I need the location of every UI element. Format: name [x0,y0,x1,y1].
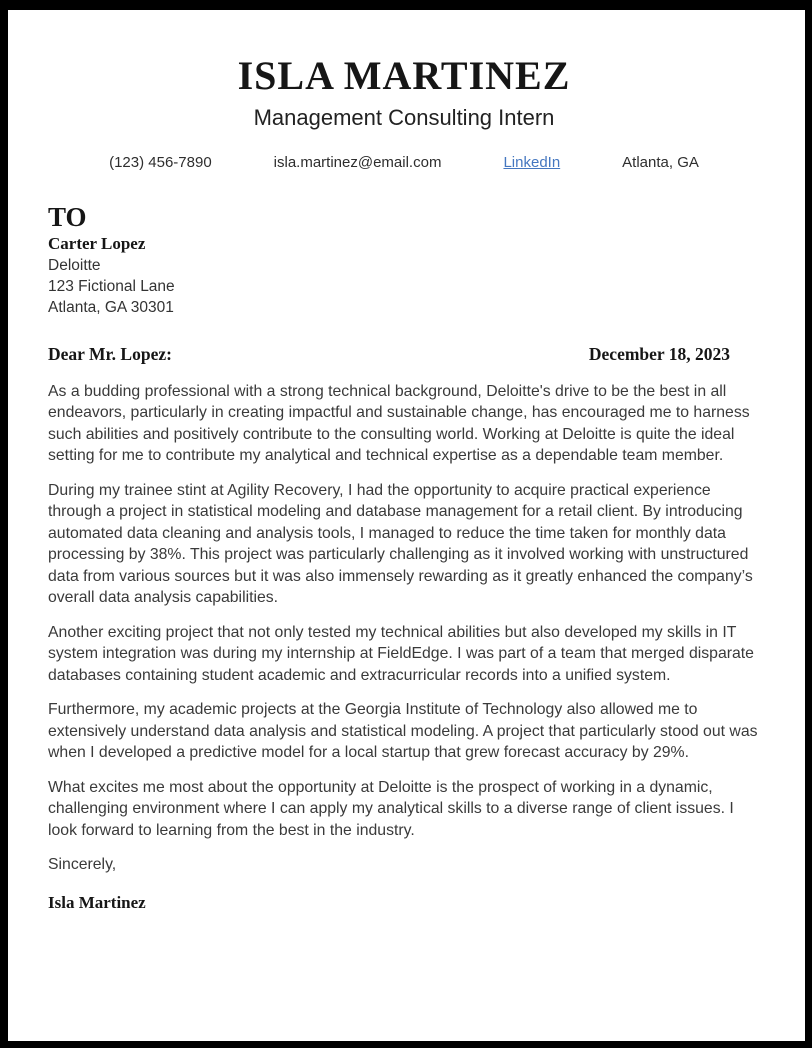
person-name: ISLA MARTINEZ [237,53,571,98]
linkedin-link[interactable]: LinkedIn [503,153,561,171]
recipient-label: TO [48,201,87,232]
recipient-company: Deloitte [48,256,101,274]
paragraph-intro: As a budding professional with a strong technical background, Deloitte's drive to be the best in all endeavors, particularly in creating impactful and sustainable change, has encouraged me to harness such abilities and positively contribute to the consulting world. Working at Deloitte is quite the ideal setting for me to contribute my analytical and technical expertise as a dependable team member. [48,382,750,465]
letter-date: December 18, 2023 [588,343,730,364]
recipient-address: 123 Fictional Lane [48,277,175,295]
recipient-block [48,201,760,318]
paragraph-motivation: What excites me most about the opportunity at Deloitte is the prospect of working in a dynamic, challenging environment where I can apply my analytical skills to a diverse range of client issues. I look forward to learning from the best in the industry. [48,778,734,839]
paragraph-agility-recovery: During my trainee stint at Agility Recovery, I had the opportunity to acquire practical experience through a project in statistical modeling and database management for a retail client. By introducing automated data cleaning and analysis tools, I managed to reduce the time taken for monthly data processing by 38%. This project was particularly challenging as it involved working with unstructured data from various sources but it was also immensely rewarding as it greatly enhanced the company’s overall data analysis capabilities. [48,481,753,607]
recipient-name: Carter Lopez [48,233,146,253]
contact-email: isla.martinez@email.com [273,153,442,171]
signature-name: Isla Martinez [48,892,146,912]
salutation-row [48,343,760,365]
contact-location: Atlanta, GA [622,153,699,171]
recipient-city: Atlanta, GA 30301 [48,298,174,316]
contact-phone: (123) 456-7890 [109,153,212,171]
paragraph-fieldedge: Another exciting project that not only tested my technical abilities but also developed my skills in IT system integration was during my internship at FieldEdge. I was part of a team that merged disparate databases containing student academic and extracurricular records into a unified system. [48,623,754,684]
letter-header [48,52,760,171]
closing: Sincerely, [48,856,117,874]
letter-body [48,381,760,842]
paragraph-georgia-tech: Furthermore, my academic projects at the Georgia Institute of Technology also allowed me to extensively understand data analysis and statistical modeling. A project that particularly stood out was when I developed a predictive model for a local startup that grew forecast accuracy by 29%. [48,701,758,762]
contact-row [48,154,760,171]
person-job-title: Management Consulting Intern [253,105,555,130]
salutation: Dear Mr. Lopez: [48,343,172,364]
